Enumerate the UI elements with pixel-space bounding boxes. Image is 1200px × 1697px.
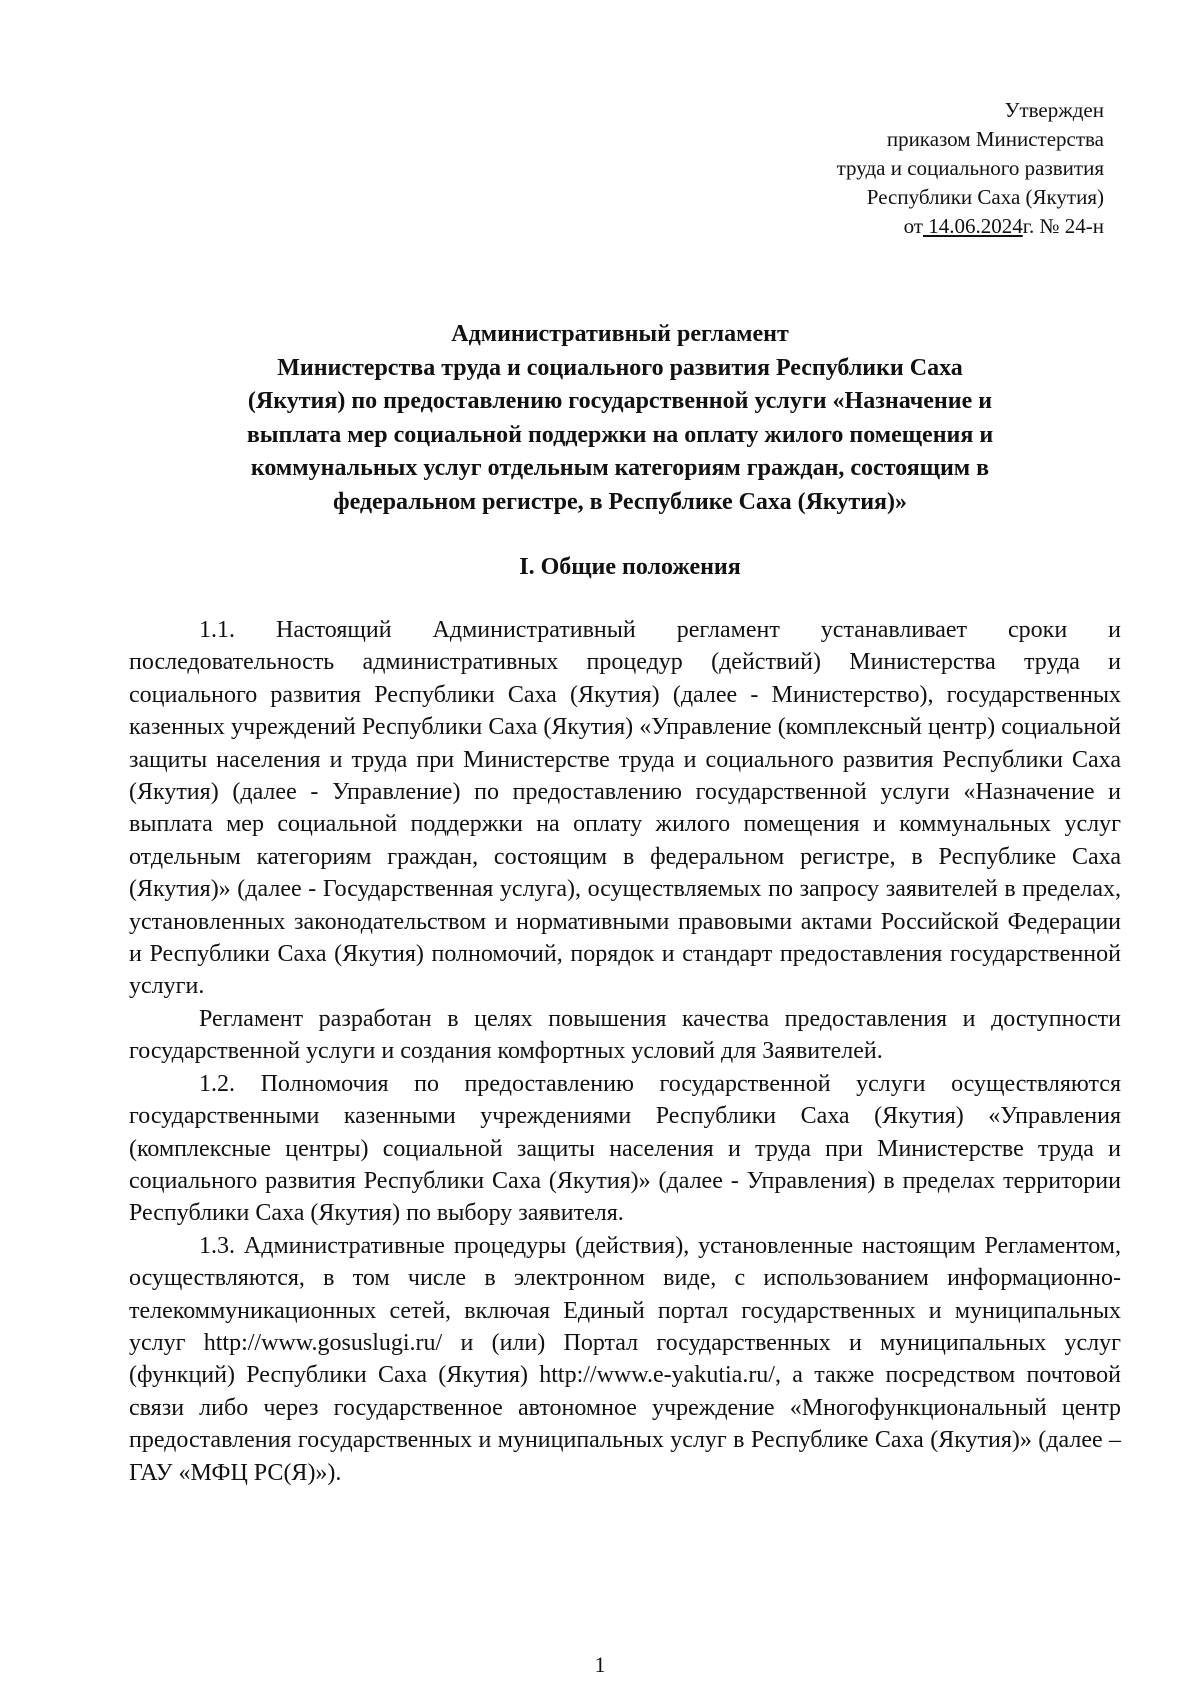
approval-line-date [684, 212, 1104, 241]
title-line: выплата мер социальной поддержки на оплату жилого помещения и [246, 421, 994, 448]
approval-stamp-block [684, 96, 1104, 241]
approval-date-number: г. № 24-н [1022, 214, 1104, 238]
document-body [129, 614, 1121, 1489]
paragraph-1-2: 1.2. Полномочия по предоставлению государственной услуги осуществляются государственными казенными учреждениями Республики Саха (Якутия) «Управления (комплексные центры) социальной защиты населения и труда при Министерстве труда и социального развития Республики Саха (Якутия)» (далее - Управления) в пределах территории Республики Саха (Якутия) по выбору заявителя. [129, 1070, 1121, 1227]
page-number: 1 [594, 1652, 606, 1677]
title-line: (Якутия) по предоставлению государственной услуги «Назначение и [247, 388, 993, 414]
approval-line-approved: Утвержден [1004, 98, 1104, 122]
paragraph-1-1: 1.1. Настоящий Административный регламент устанавливает сроки и последовательность административных процедур (действий) Министерства труда и социального развития Республики Саха (Якутия) (далее - Министерство), государственных казенных учреждений Республики Саха (Якутия) «Управление (комплексный центр) социальной защиты населения и труда при Министерстве труда и социального развития Республики Саха (Якутия) (далее - Управление) по предоставлению государственной услуги «Назначение и выплата мер социальной поддержки на оплату жилого помещения и коммунальных услуг отдельным категориям граждан, состоящим в федеральном регистре, в Республике Саха (Якутия)» (далее - Государственная услуга), осуществляемых по запросу заявителей в пределах, установленных законодательством и нормативными правовыми актами Российской Федерации и Республики Саха (Якутия) полномочий, порядок и стандарт предоставления государственной услуги. [129, 617, 1121, 1000]
section-heading: I. Общие положения [519, 554, 741, 580]
approval-line-republic: Республики Саха (Якутия) [866, 185, 1104, 209]
approval-line-ministry: труда и социального развития [836, 156, 1104, 180]
paragraph-regulation-purpose: Регламент разработан в целях повышения качества предоставления и доступности государственной услуги и создания комфортных условий для Заявителей. [129, 1005, 1121, 1065]
title-line: Министерства труда и социального развития Республики Саха [277, 354, 963, 381]
paragraph-1-3: 1.3. Административные процедуры (действия), установленные настоящим Регламентом, осуществляются, в том числе в электронном виде, с использованием информационно-телекоммуникационных сетей, включая Единый портал государственных и муниципальных услуг http://www.gosuslugi.ru/ и (или) Портал государственных и муниципальных услуг (функций) Республики Саха (Якутия) http://www.e-yakutia.ru/, а также посредством почтовой связи либо через государственное автономное учреждение «Многофункциональный центр предоставления государственных и муниципальных услуг в Республике Саха (Якутия)» (далее – ГАУ «МФЦ РС(Я)»). [129, 1232, 1121, 1486]
approval-date-value: 14.06.2024 [922, 214, 1023, 238]
document-title [180, 318, 1060, 519]
title-line: коммунальных услуг отдельным категориям граждан, состоящим в [250, 455, 990, 481]
approval-date-prefix: от [903, 214, 923, 238]
title-line: федеральном регистре, в Республике Саха (Якутия)» [332, 488, 908, 515]
approval-line-order: приказом Министерства [886, 127, 1104, 151]
title-line: Административный регламент [451, 321, 789, 347]
